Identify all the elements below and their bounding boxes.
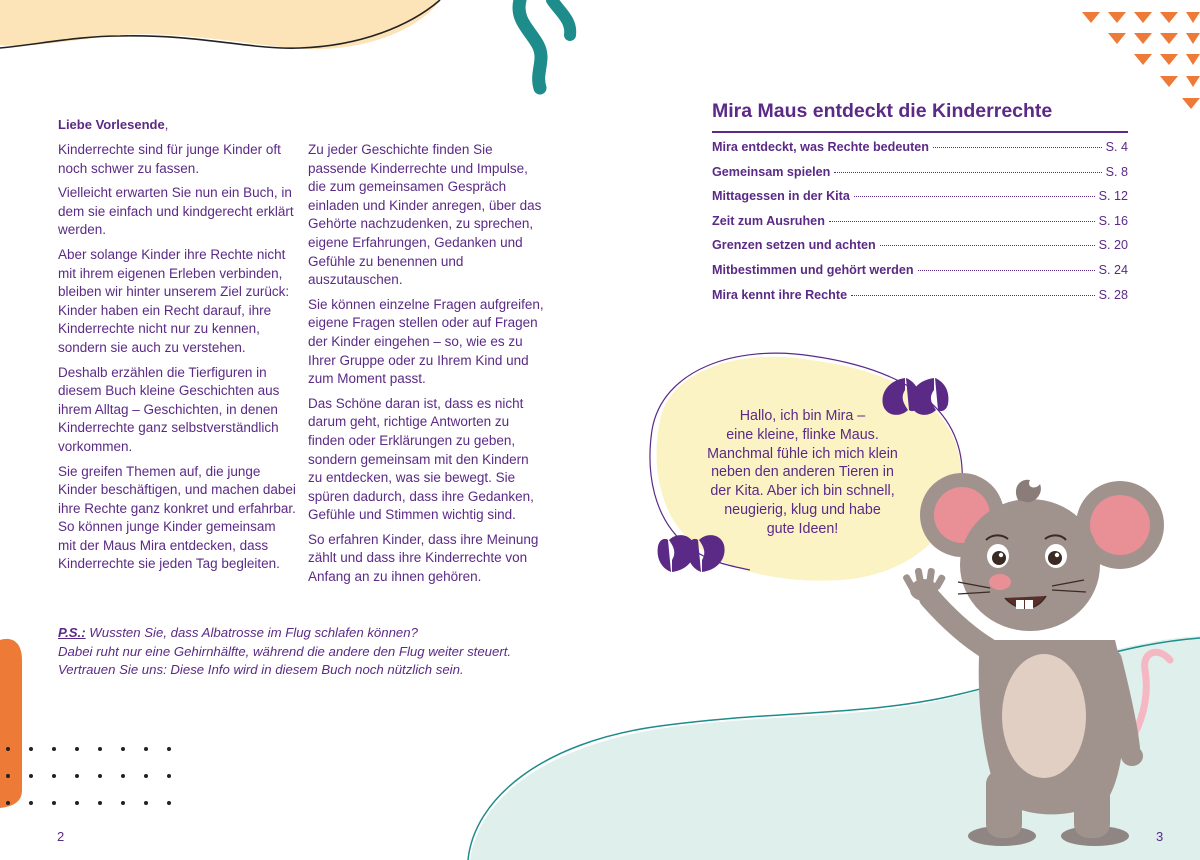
orange-triangles <box>1082 12 1200 109</box>
paragraph: Aber solange Kinder ihre Rechte nicht mit ihrem eigenen Erleben verbinden, bleiben wir hinter unserem Ziel zurück: Kinder haben ein Recht darauf, ihre Kinderrechte nicht nur zu kennen, sondern sie auch zu verstehen. <box>58 246 290 355</box>
toc-entry[interactable] <box>712 165 1128 190</box>
bubble-line: gute Ideen! <box>766 520 839 537</box>
toc-dot-leader <box>880 245 1095 246</box>
toc-entry-title: Grenzen setzen und achten <box>712 238 876 253</box>
text-column-1 <box>58 141 296 580</box>
quote-close-icon <box>658 535 725 572</box>
ps-line: Vertrauen Sie uns: Diese Info wird in diesem Buch noch nützlich sein. <box>58 662 464 678</box>
paragraph: Das Schöne daran ist, dass es nicht darum geht, richtige Antworten zu finden oder Erklärungen zu geben, sondern gemeinsam mit den Kindern zu entdecken, was sie bewegt. Sie spüren dadurch, dass ihre Gedanken, Gefühle und Stimmen wichtig sind. <box>308 395 534 523</box>
paragraph: Zu jeder Geschichte finden Sie passende Kinderrechte und Impulse, die zum gemeinsamen Gespräch einladen und Kinder anregen, über das Gehörte nachzudenken, zu sprechen, eigene Erfahrungen, Gedanken und Gefühle zu benennen und auszutauschen. <box>308 142 542 288</box>
toc-dot-leader <box>854 196 1095 197</box>
toc-entry[interactable] <box>712 189 1128 214</box>
toc-dot-leader <box>851 295 1095 296</box>
toc-entry-page: S. 20 <box>1098 238 1128 253</box>
toc-entry-page: S. 28 <box>1098 287 1128 302</box>
table-of-contents <box>712 140 1128 312</box>
toc-entry[interactable] <box>712 263 1128 288</box>
toc-entry-page: S. 16 <box>1098 213 1128 228</box>
toc-entry-title: Mira entdeckt, was Rechte bedeuten <box>712 140 929 154</box>
page-number-right: 3 <box>1156 829 1164 844</box>
salutation-name: Liebe Vorlesende <box>58 117 165 132</box>
toc-entry-page: S. 12 <box>1098 189 1128 204</box>
toc-entry-title: Mira kennt ihre Rechte <box>712 287 848 302</box>
orange-bar <box>0 639 22 808</box>
toc-entry[interactable] <box>712 214 1128 239</box>
toc-entry[interactable] <box>712 140 1128 165</box>
salutation <box>58 117 168 132</box>
ps-label: P.S.: <box>58 625 86 640</box>
bubble-line: der Kita. Aber ich bin schnell, <box>710 483 895 500</box>
paragraph: Sie können einzelne Fragen aufgreifen, eigene Fragen stellen oder auf Fragen der Kinder eingehen – so, wie es zu Ihrer Gruppe oder zu Ihrem Kind und zum Moment passt. <box>308 296 544 387</box>
paragraph: So erfahren Kinder, dass ihre Meinung zählt und dass ihre Kinderrechte von Anfang an zu ihnen gehören. <box>308 531 539 585</box>
bubble-line: neben den anderen Tieren in <box>711 464 894 481</box>
toc-dot-leader <box>918 270 1095 271</box>
paragraph: Kinderrechte sind für junge Kinder oft noch schwer zu fassen. <box>58 142 281 176</box>
toc-dot-leader <box>834 172 1101 173</box>
toc-entry-title: Gemeinsam spielen <box>712 164 831 179</box>
toc-entry-page: S. 24 <box>1098 262 1128 277</box>
text-column-2 <box>308 141 546 593</box>
toc-title: Mira Maus entdeckt die Kinderrechte <box>712 100 1053 122</box>
toc-entry[interactable] <box>712 288 1128 313</box>
ps-line: Dabei ruht nur eine Gehirnhälfte, während die andere den Flug weiter steuert. <box>58 643 512 659</box>
toc-entry-page: S. 4 <box>1105 140 1128 154</box>
salutation-punct: , <box>164 117 169 132</box>
toc-entry[interactable] <box>712 238 1128 263</box>
toc-dot-leader <box>933 147 1102 148</box>
bubble-line: eine kleine, flinke Maus. <box>726 426 879 443</box>
toc-entry-title: Mitbestimmen und gehört werden <box>712 262 914 277</box>
ps-line: Wussten Sie, dass Albatrosse im Flug schlafen können? <box>85 625 418 640</box>
teal-squiggle-2 <box>552 0 570 35</box>
paragraph: Sie greifen Themen auf, die junge Kinder beschäftigen, und machen dabei ihre Rechte ganz konkret und erfahrbar. So können junge Kinder gemeinsam mit der Maus Mira entdecken, dass Kinderrechte sie jeden Tag begleiten. <box>58 463 296 572</box>
toc-entry-title: Mittagessen in der Kita <box>712 189 850 204</box>
bubble-line: Hallo, ich bin Mira – <box>739 408 866 424</box>
dot-grid <box>6 747 171 805</box>
paragraph: Deshalb erzählen die Tierfiguren in diesem Buch kleine Geschichten aus ihrem Alltag – Geschichten, in denen Kinderrechte ganz selbstverständlich vorkommen. <box>58 364 280 454</box>
postscript <box>58 624 578 680</box>
bubble-line: Manchmal fühle ich mich klein <box>707 445 898 462</box>
toc-divider <box>712 131 1128 133</box>
bubble-line: neugierig, klug und habe <box>724 501 881 518</box>
toc-entry-page: S. 8 <box>1105 164 1128 179</box>
page-number-left: 2 <box>57 829 65 844</box>
toc-dot-leader <box>829 221 1095 222</box>
toc-entry-title: Zeit zum Ausruhen <box>712 213 825 228</box>
paragraph: Vielleicht erwarten Sie nun ein Buch, in dem sie einfach und kindgerecht erklärt werden. <box>58 185 294 238</box>
teal-squiggle <box>519 0 541 88</box>
speech-bubble-text <box>680 407 925 539</box>
